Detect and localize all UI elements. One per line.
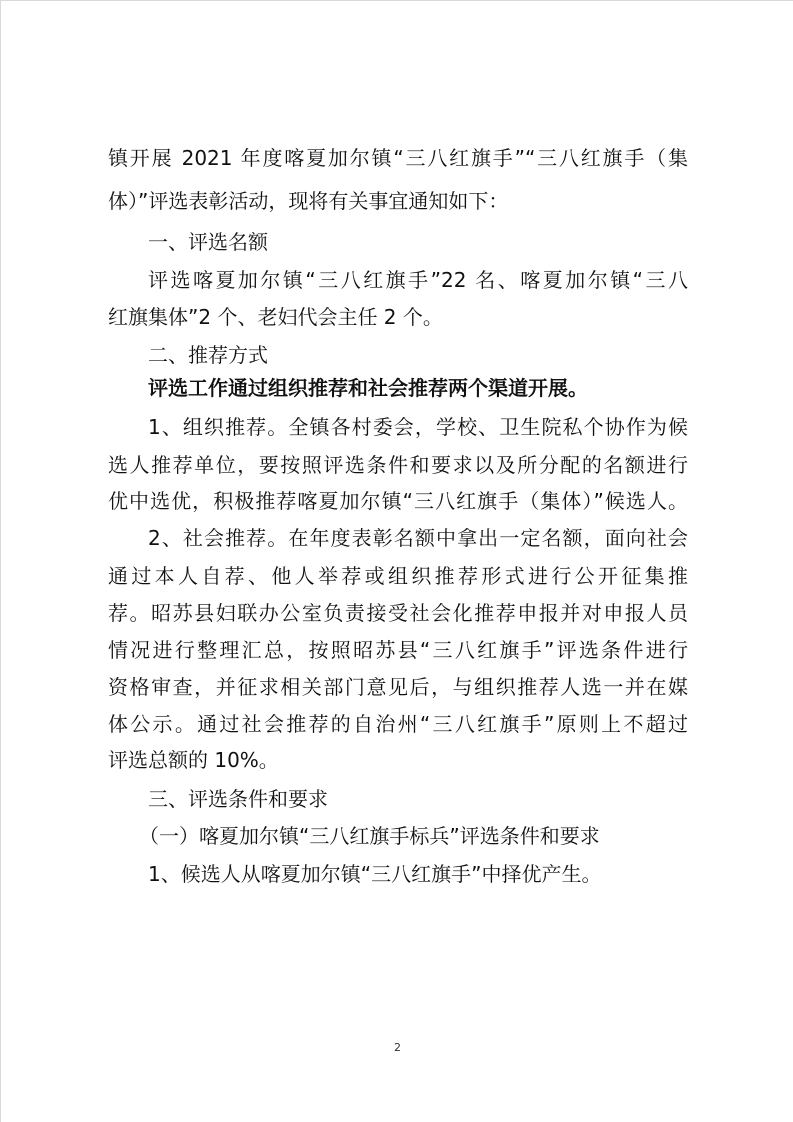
- paragraph-line: 2、社会推荐。在年度表彰名额中拿出一定名额，面向社会: [148, 526, 688, 550]
- paragraph-line: 评选喀夏加尔镇“三八红旗手”22 名、喀夏加尔镇“三八: [148, 268, 688, 292]
- paragraph-line: 1、候选人从喀夏加尔镇“三八红旗手”中择优产生。: [148, 862, 602, 886]
- section-heading: 三、评选条件和要求: [148, 787, 328, 811]
- paragraph-line: 体）”评选表彰活动，现将有关事宜通知如下：: [108, 189, 509, 213]
- paragraph-line: 通过本人自荐、他人举荐或组织推荐形式进行公开征集推: [108, 564, 688, 588]
- paragraph-line: 情况进行整理汇总，按照昭苏县“三八红旗手”评选条件进行: [108, 638, 688, 662]
- paragraph-line: 镇开展 2021 年度喀夏加尔镇“三八红旗手”“三八红旗手（集: [108, 146, 688, 170]
- paragraph-line: 选人推荐单位，要按照评选条件和要求以及所分配的名额进行: [108, 453, 688, 477]
- paragraph-line: 1、组织推荐。全镇各村委会，学校、卫生院私个协作为候: [148, 415, 688, 439]
- paragraph-line: 优中选优，积极推荐喀夏加尔镇“三八红旗手（集体）”候选人。: [108, 489, 688, 513]
- paragraph-line: 荐。昭苏县妇联办公室负责接受社会化推荐申报并对申报人员: [108, 601, 688, 625]
- section-heading: 二、推荐方式: [148, 343, 268, 367]
- bold-statement: 评选工作通过组织推荐和社会推荐两个渠道开展。: [148, 376, 588, 400]
- page-number: 2: [394, 1041, 401, 1054]
- paragraph-line: 评选总额的 10%。: [108, 748, 279, 772]
- section-heading: 一、评选名额: [148, 230, 268, 254]
- paragraph-line: 资格审查，并征求相关部门意见后，与组织推荐人选一并在媒: [108, 675, 688, 699]
- paragraph-line: 红旗集体”2 个、老妇代会主任 2 个。: [108, 305, 443, 329]
- subsection-heading: （一）喀夏加尔镇“三八红旗手标兵”评选条件和要求: [139, 824, 600, 848]
- paragraph-line: 体公示。通过社会推荐的自治州“三八红旗手”原则上不超过: [108, 712, 688, 736]
